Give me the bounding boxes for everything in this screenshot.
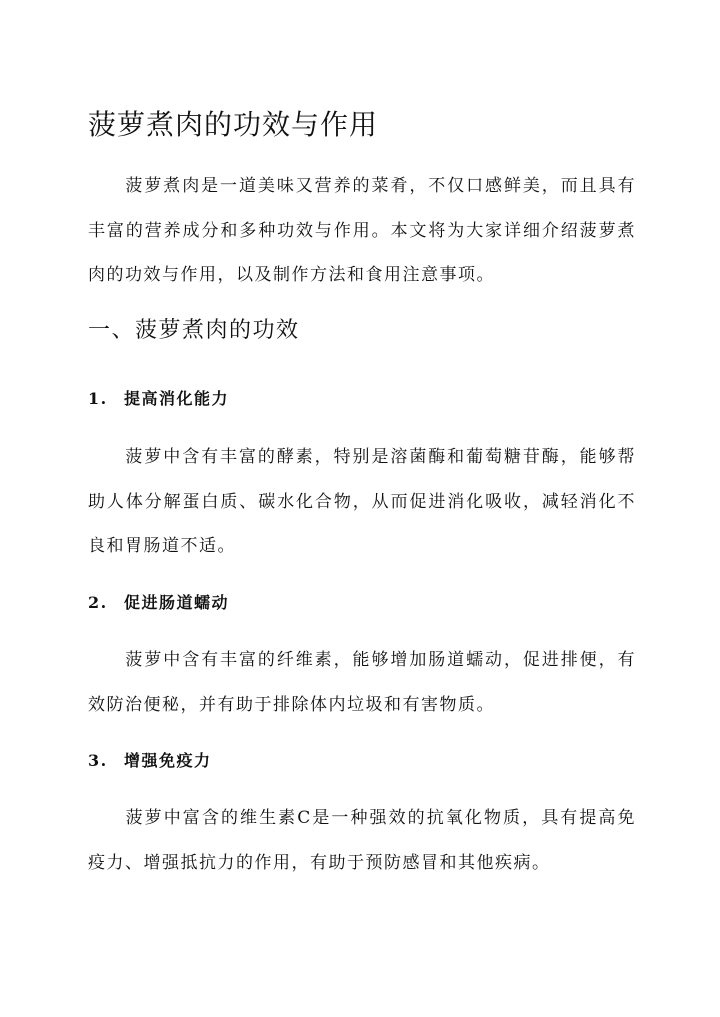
item-number: 3.	[88, 751, 108, 770]
item-title: 促进肠道蠕动	[124, 593, 230, 612]
item-paragraph	[88, 796, 636, 885]
item-body: 菠萝中富含的维生素C是一种强效的抗氧化物质，具有提高免疫力、增强抵抗力的作用，有助于预防感冒和其他疾病。	[88, 808, 636, 873]
intro-text: 菠萝煮肉是一道美味又营养的菜肴，不仅口感鲜美，而且具有丰富的营养成分和多种功效与作用。本文将为大家详细介绍菠萝煮肉的功效与作用，以及制作方法和食用注意事项。	[88, 176, 636, 285]
item-title: 提高消化能力	[124, 389, 230, 408]
item-number: 2.	[88, 593, 108, 612]
document-title: 菠萝煮肉的功效与作用	[88, 107, 379, 141]
section-heading: 一、菠萝煮肉的功效	[88, 318, 300, 343]
item-body: 菠萝中含有丰富的酵素，特别是溶菌酶和葡萄糖苷酶，能够帮助人体分解蛋白质、碳水化合物，从而促进消化吸收，减轻消化不良和胃肠道不适。	[88, 447, 636, 556]
item-heading	[88, 386, 229, 412]
item-body: 菠萝中含有丰富的纤维素，能够增加肠道蠕动，促进排便，有效防治便秘，并有助于排除体内垃圾和有害物质。	[88, 650, 636, 715]
item-number: 1.	[88, 389, 108, 408]
item-paragraph	[88, 638, 636, 727]
intro-paragraph	[88, 164, 636, 298]
item-heading	[88, 590, 229, 616]
item-heading	[88, 748, 212, 774]
item-title: 增强免疫力	[124, 751, 212, 770]
item-paragraph	[88, 435, 636, 569]
